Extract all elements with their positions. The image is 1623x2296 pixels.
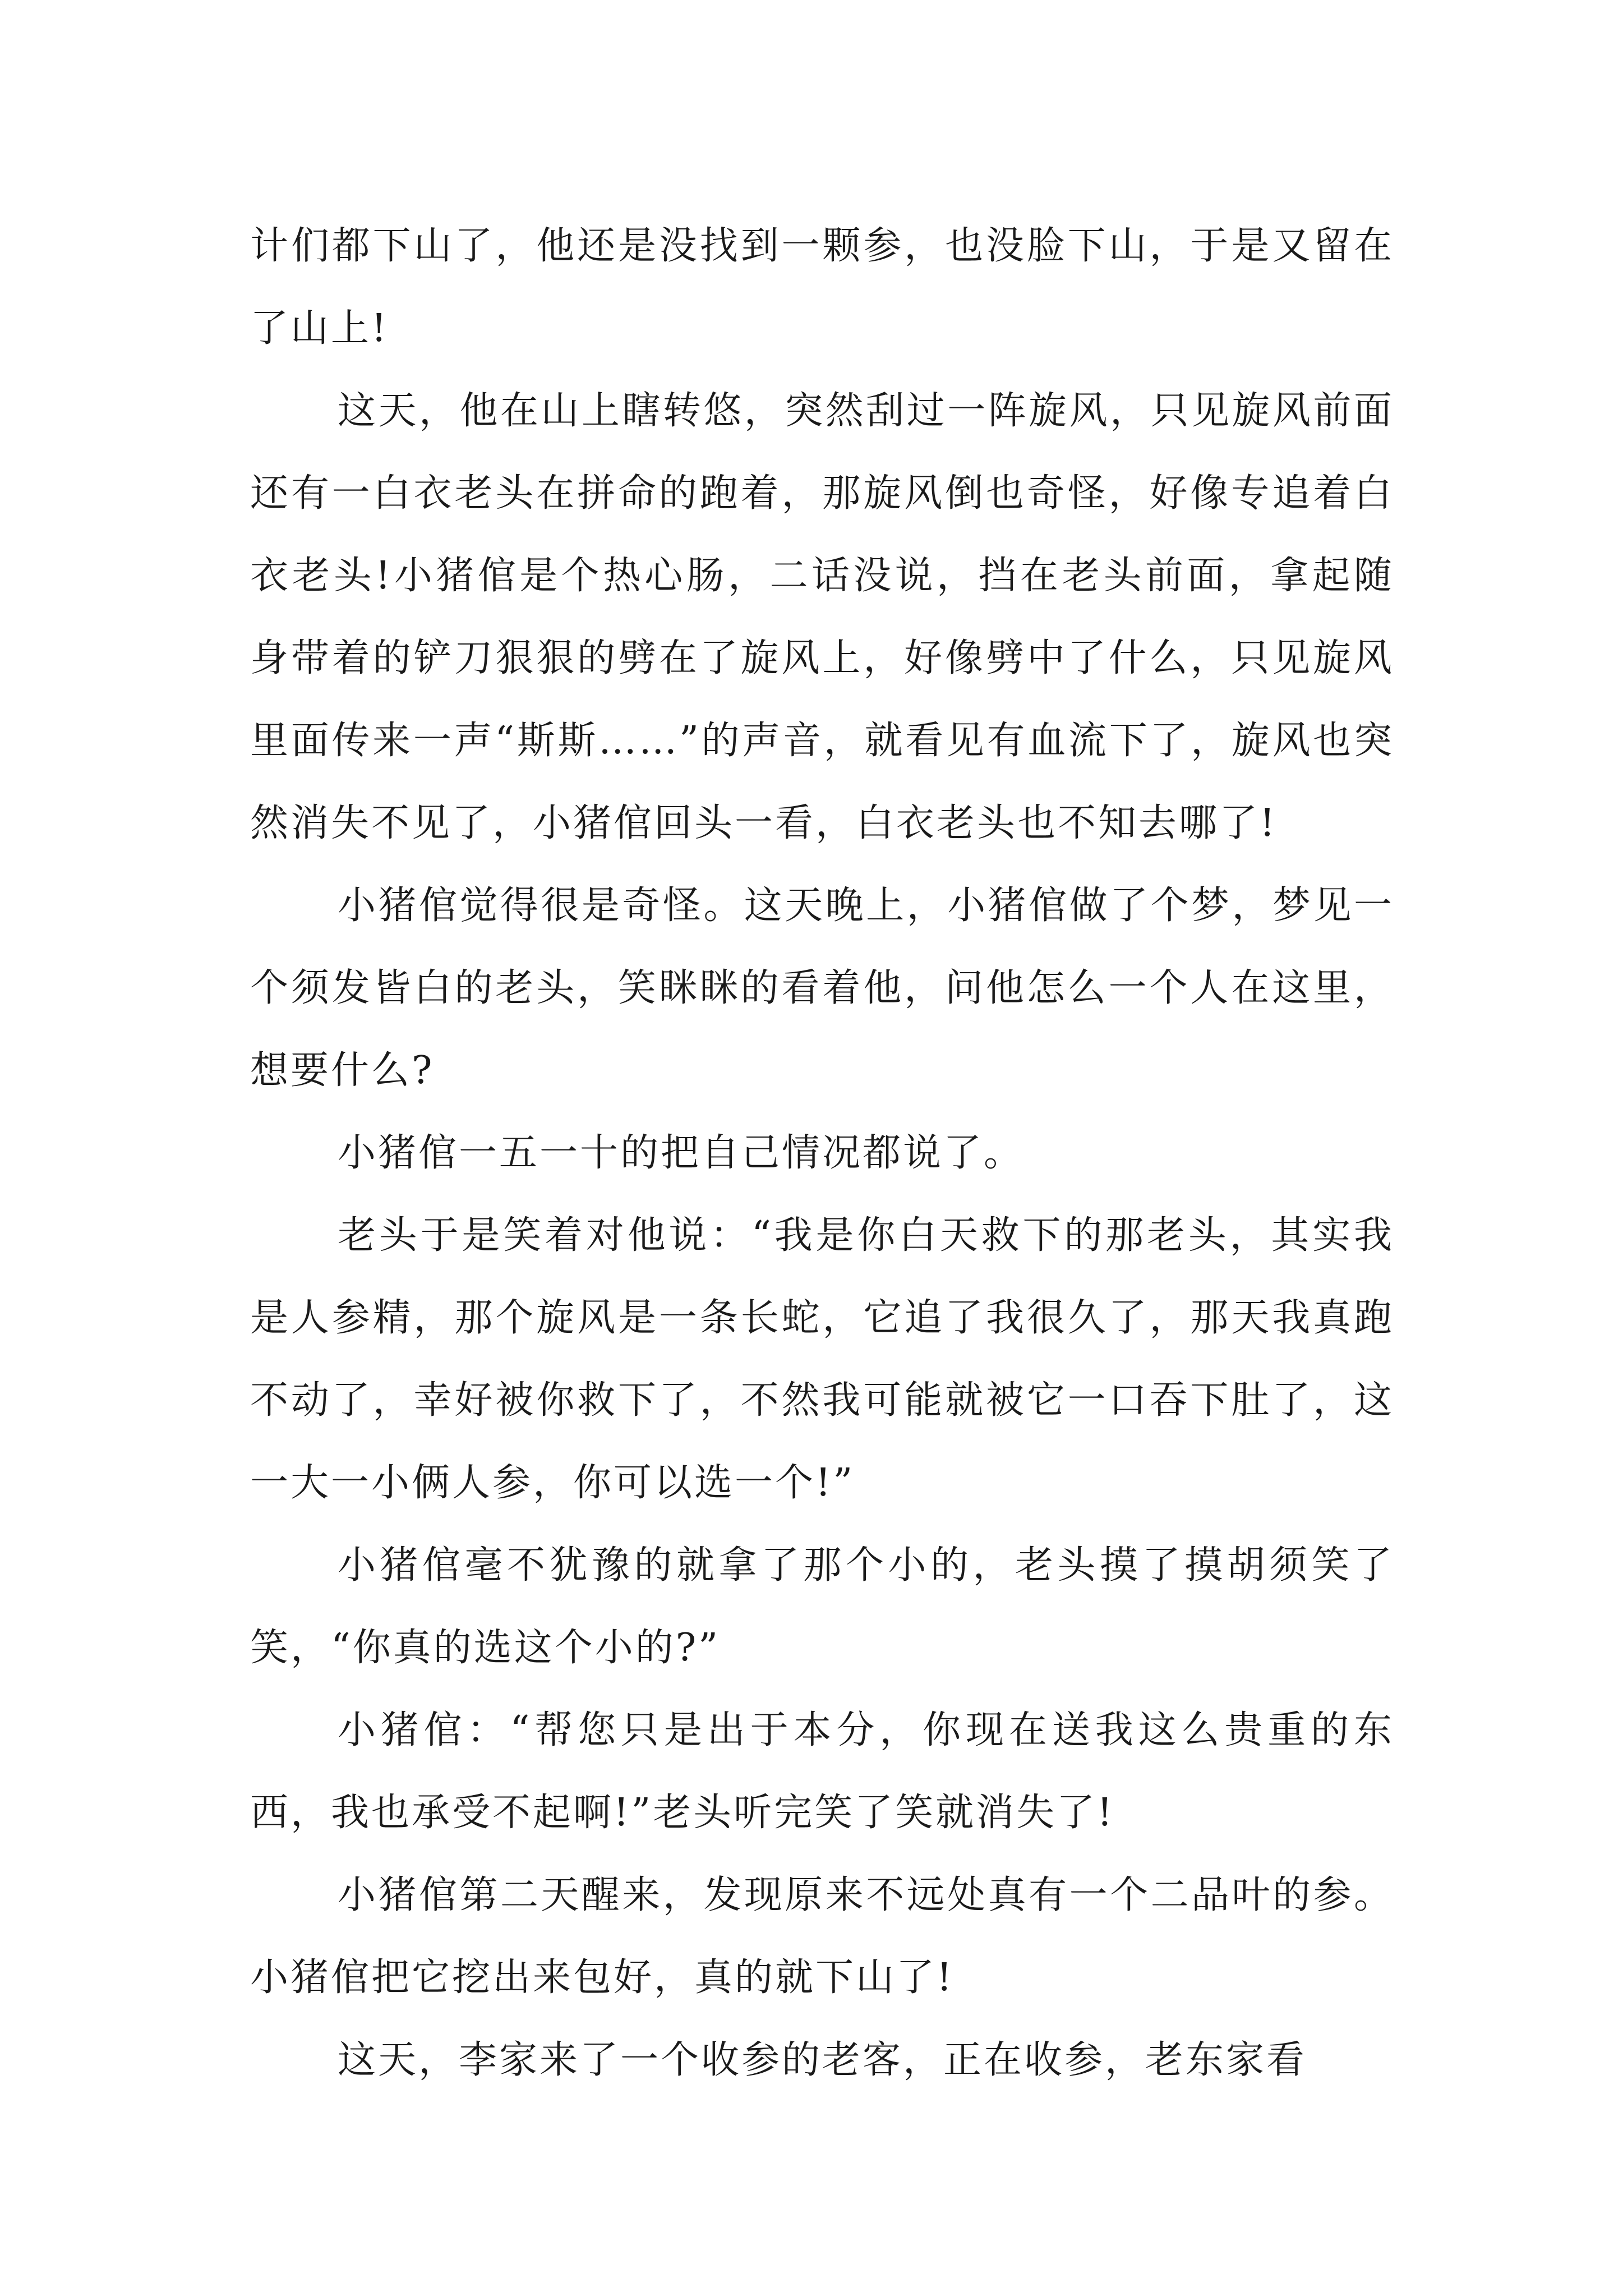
paragraph-9: 这天，李家来了一个收参的老客，正在收参，老东家看 bbox=[338, 2038, 1307, 2082]
paragraph-6: 小猪倌毫不犹豫的就拿了那个小的，老头摸了摸胡须笑了笑，“你真的选这个小的?” bbox=[250, 1543, 1394, 1670]
body-text bbox=[250, 205, 1394, 2101]
paragraph-2: 这天，他在山上瞎转悠，突然刮过一阵旋风，只见旋风前面还有一白衣老头在拼命的跑着，那旋风倒也奇怪，好像专追着白衣老头!小猪倌是个热心肠，二话没说，挡在老头前面，拿起随身带着的铲刀狠狠的劈在了旋风上，好像劈中了什么，只见旋风里面传来一声“斯斯……”的声音，就看见有血流下了，旋风也突然消失不见了，小猪倌回头一看，白衣老头也不知去哪了! bbox=[250, 389, 1394, 845]
paragraph-3: 小猪倌觉得很是奇怪。这天晚上，小猪倌做了个梦，梦见一个须发皆白的老头，笑眯眯的看着他，问他怎么一个人在这里，想要什么? bbox=[250, 884, 1394, 1093]
paragraph-8: 小猪倌第二天醒来，发现原来不远处真有一个二品叶的参。小猪倌把它挖出来包好，真的就下山了! bbox=[250, 1873, 1394, 2000]
paragraph-7: 小猪倌：“帮您只是出于本分，你现在送我这么贵重的东西，我也承受不起啊!”老头听完笑了笑就消失了! bbox=[250, 1708, 1394, 1835]
paragraph-5: 老头于是笑着对他说：“我是你白天救下的那老头，其实我是人参精，那个旋风是一条长蛇，它追了我很久了，那天我真跑不动了，幸好被你救下了，不然我可能就被它一口吞下肚了，这一大一小俩人参，你可以选一个!” bbox=[250, 1213, 1394, 1505]
paragraph-4: 小猪倌一五一十的把自己情况都说了。 bbox=[338, 1131, 1025, 1175]
paragraph-1: 计们都下山了，他还是没找到一颗参，也没脸下山，于是又留在了山上! bbox=[250, 224, 1394, 351]
